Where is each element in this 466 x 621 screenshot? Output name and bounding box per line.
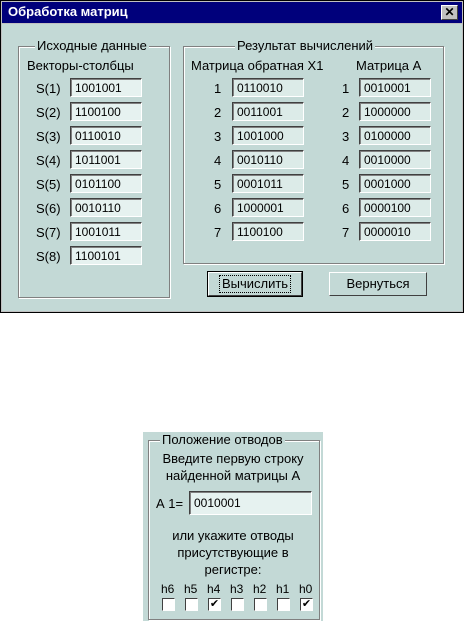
prompt-line-2: найденной матрицы А	[165, 468, 301, 483]
inverse-row-index: 1	[214, 81, 222, 96]
checkmark-icon: ✔	[301, 598, 312, 610]
inverse-row-index: 7	[214, 225, 222, 240]
input-row-label: S(1)	[36, 81, 61, 96]
tap-label-h0: h0	[299, 582, 313, 596]
window-client	[2, 24, 462, 311]
or-line-1: или укажите отводы	[172, 528, 294, 543]
inverse-matrix-cell: 1001000	[232, 126, 304, 145]
matrix-a-title: Матрица А	[356, 58, 422, 73]
inverse-row-index: 3	[214, 129, 222, 144]
compute-button[interactable]	[208, 272, 302, 296]
tap-label-h3: h3	[230, 582, 244, 596]
input-vector-field[interactable]: 0010110	[70, 198, 142, 217]
matrix-a-cell: 1000000	[359, 102, 431, 121]
input-row-label: S(7)	[36, 225, 61, 240]
inverse-matrix-cell: 0110010	[232, 78, 304, 97]
tap-checkbox-h0[interactable]	[300, 598, 313, 611]
matrix-a-row-index: 2	[342, 105, 350, 120]
matrix-a-cell: 0000100	[359, 198, 431, 217]
prompt-line-1: Введите первую строку	[162, 451, 304, 466]
input-vector-field[interactable]: 1100100	[70, 102, 142, 121]
or-line-2: присутствующие в	[177, 545, 289, 560]
input-vector-field[interactable]: 0101100	[70, 174, 142, 193]
back-button[interactable]	[329, 272, 427, 296]
taps-panel	[143, 432, 323, 621]
result-legend: Результат вычислений	[237, 38, 374, 53]
input-vector-field[interactable]: 1001011	[70, 222, 142, 241]
tap-checkbox-h4[interactable]	[208, 598, 221, 611]
matrix-a-row-index: 5	[342, 177, 350, 192]
inverse-matrix-title: Матрица обратная X1	[191, 58, 324, 73]
input-vector-field[interactable]: 1100101	[70, 246, 142, 265]
input-row-label: S(5)	[36, 177, 61, 192]
matrix-a-row-index: 7	[342, 225, 350, 240]
tap-checkbox-h1[interactable]	[277, 598, 290, 611]
matrix-a-row-index: 1	[342, 81, 350, 96]
input-vector-field[interactable]: 1001001	[70, 78, 142, 97]
or-line-3: регистре:	[204, 562, 262, 577]
inverse-matrix-cell: 1100100	[232, 222, 304, 241]
matrix-a-row-index: 3	[342, 129, 350, 144]
close-button[interactable]	[441, 5, 458, 20]
input-row-label: S(3)	[36, 129, 61, 144]
input-row-label: S(4)	[36, 153, 61, 168]
tap-label-h1: h1	[276, 582, 290, 596]
tap-checkbox-h5[interactable]	[185, 598, 198, 611]
taps-legend: Положение отводов	[162, 432, 283, 447]
inverse-row-index: 2	[214, 105, 222, 120]
matrix-a-row-index: 4	[342, 153, 350, 168]
tap-label-h5: h5	[184, 582, 198, 596]
matrix-a-cell: 0100000	[359, 126, 431, 145]
tap-checkbox-h6[interactable]	[162, 598, 175, 611]
window-title: Обработка матриц	[8, 4, 128, 19]
input-row-label: S(2)	[36, 105, 61, 120]
input-vector-field[interactable]: 0110010	[70, 126, 142, 145]
matrix-a-cell: 0001000	[359, 174, 431, 193]
input-data-legend: Исходные данные	[37, 38, 147, 53]
inverse-row-index: 4	[214, 153, 222, 168]
inverse-matrix-cell: 0011001	[232, 102, 304, 121]
matrix-a-row-index: 6	[342, 201, 350, 216]
inverse-matrix-cell: 1000001	[232, 198, 304, 217]
tap-label-h6: h6	[161, 582, 175, 596]
tap-label-h4: h4	[207, 582, 221, 596]
matrix-a-cell: 0000010	[359, 222, 431, 241]
inverse-matrix-cell: 0001011	[232, 174, 304, 193]
a1-label: А 1=	[156, 496, 184, 511]
input-row-label: S(6)	[36, 201, 61, 216]
back-button-label: Вернуться	[346, 276, 410, 291]
tap-checkbox-h2[interactable]	[254, 598, 267, 611]
input-vector-field[interactable]: 1011001	[70, 150, 142, 169]
input-row-label: S(8)	[36, 249, 61, 264]
title-bar[interactable]	[2, 2, 462, 23]
tap-checkbox-h3[interactable]	[231, 598, 244, 611]
matrix-a-cell: 0010001	[359, 78, 431, 97]
tap-label-h2: h2	[253, 582, 267, 596]
vectors-subtitle: Векторы-столбцы	[27, 58, 134, 73]
inverse-row-index: 6	[214, 201, 222, 216]
compute-button-label: Вычислить	[219, 275, 291, 293]
inverse-matrix-cell: 0010110	[232, 150, 304, 169]
matrix-a-cell: 0010000	[359, 150, 431, 169]
checkmark-icon: ✔	[209, 598, 220, 610]
close-icon: ✕	[444, 5, 455, 19]
a1-input[interactable]: 0010001	[189, 491, 312, 515]
inverse-row-index: 5	[214, 177, 222, 192]
